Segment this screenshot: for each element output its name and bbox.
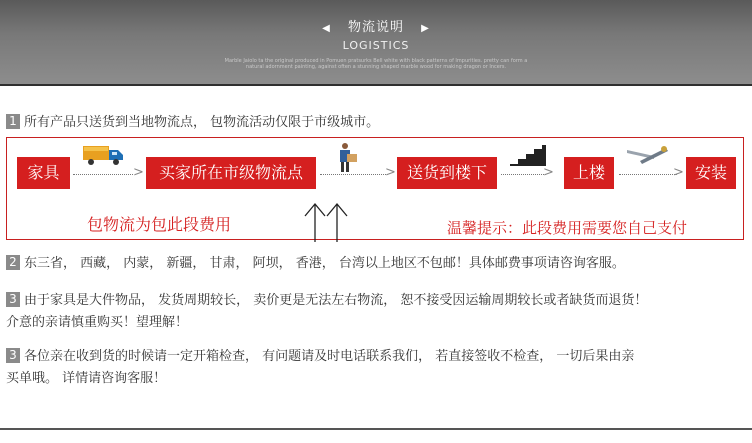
- truck-icon: [81, 142, 127, 168]
- stairs-icon: [508, 144, 548, 166]
- banner-fine-print: Marble Jaiolo ta the original produced in Pomuen pratsurks Bell white with black patterns of Impurities. pretty can form a natural adornment painting, against often a stunning shaped marble wood for making dragon or Incers.: [224, 58, 528, 70]
- delivery-man-icon: [332, 142, 360, 174]
- right-triangle-icon: ▶: [421, 23, 430, 34]
- section-text-line1: 由于家具是大件物品， 发货周期较长， 卖价更是无法左右物流， 恕不接受因运输周期较长或者缺货而退货！: [24, 293, 648, 308]
- flow-arrow: >: [133, 165, 144, 180]
- section-number: 3: [6, 292, 20, 307]
- section-text-line2: 买单哦。 详情请咨询客服！: [6, 371, 167, 386]
- left-triangle-icon: ◀: [322, 23, 331, 34]
- step-deliver-downstairs: 送货到楼下: [397, 157, 497, 189]
- logistics-banner: [0, 0, 752, 86]
- section-text-line1: 各位亲在收到货的时候请一定开箱检查， 有问题请及时电话联系我们， 若直接签收不检查， 一切后果由亲: [24, 349, 635, 364]
- included-shipping-note: 包物流为包此段费用: [87, 215, 232, 234]
- section-1: [6, 111, 379, 130]
- tools-icon: [624, 142, 670, 166]
- step-installation: 安装: [686, 157, 736, 189]
- flow-arrow: >: [385, 165, 396, 180]
- section-text: 东三省， 西藏， 内蒙， 新疆， 甘肃， 阿坝， 香港， 台湾以上地区不包邮！具体邮费事项请咨询客服。: [24, 256, 625, 271]
- section-3: [6, 290, 647, 334]
- flow-dots: [320, 174, 388, 175]
- banner-title-row: [0, 16, 752, 35]
- bottom-divider: [0, 428, 752, 430]
- step-furniture: 家具: [17, 157, 70, 189]
- self-pay-tip: 温馨提示：此段费用需要您自己支付: [447, 219, 688, 237]
- banner-title: 物流说明: [347, 20, 404, 35]
- flow-arrow: >: [543, 165, 554, 180]
- section-2: [6, 252, 625, 271]
- section-number: 3: [6, 348, 20, 363]
- up-arrows-icon: [303, 200, 349, 242]
- flow-arrow: >: [673, 165, 684, 180]
- flow-dots: [619, 174, 677, 175]
- flow-dots: [501, 174, 546, 175]
- logistics-flow: [6, 137, 744, 240]
- section-text: 所有产品只送货到当地物流点， 包物流活动仅限于市级城市。: [24, 115, 380, 130]
- section-text-line2: 介意的亲请慎重购买！望理解！: [6, 315, 189, 330]
- step-city-logistics-point: 买家所在市级物流点: [146, 157, 316, 189]
- flow-dots: [73, 174, 133, 175]
- section-4: [6, 346, 634, 390]
- step-upstairs: 上楼: [564, 157, 614, 189]
- banner-subtitle: LOGISTICS: [342, 39, 410, 52]
- section-number: 1: [6, 114, 20, 129]
- section-number: 2: [6, 255, 20, 270]
